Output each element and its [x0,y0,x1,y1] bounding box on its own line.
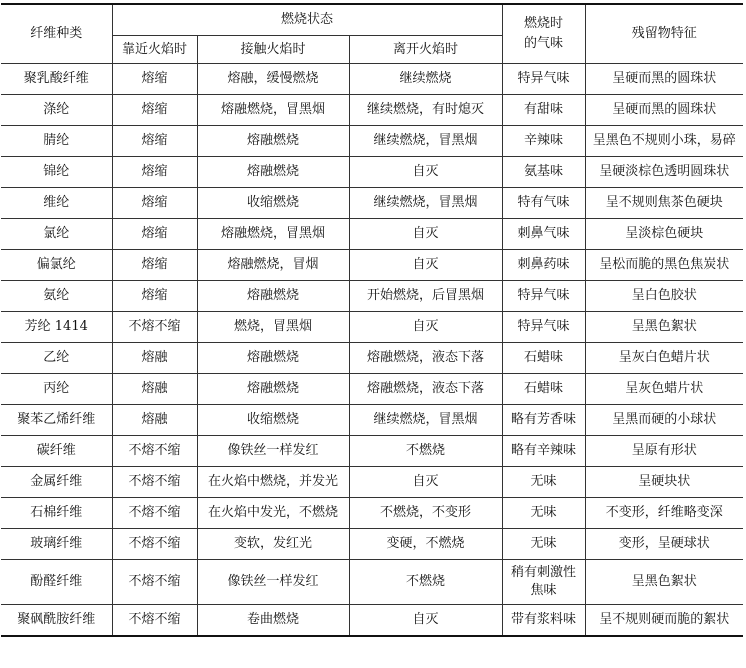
cell-touch-flame: 卷曲燃烧 [197,605,349,637]
cell-leave-flame: 不燃烧 [349,436,502,467]
cell-leave-flame: 继续燃烧，冒黑烟 [349,405,502,436]
cell-odor: 无味 [502,467,585,498]
cell-residue: 呈黑而硬的小球状 [585,405,743,436]
cell-near-flame: 熔缩 [112,188,197,219]
table-row [1,312,743,343]
cell-residue: 不变形，纤维略变深 [585,498,743,529]
table-row [1,405,743,436]
table-row [1,498,743,529]
cell-leave-flame: 继续燃烧，有时熄灭 [349,95,502,126]
cell-leave-flame: 自灭 [349,250,502,281]
cell-fiber-type: 聚苯乙烯纤维 [1,405,112,436]
cell-near-flame: 熔缩 [112,281,197,312]
cell-touch-flame: 熔融燃烧 [197,157,349,188]
cell-residue: 变形，呈硬球状 [585,529,743,560]
cell-touch-flame: 熔融燃烧，冒黑烟 [197,219,349,250]
cell-leave-flame: 继续燃烧，冒黑烟 [349,126,502,157]
header-leave-flame: 离开火焰时 [349,36,502,64]
cell-touch-flame: 像铁丝一样发红 [197,436,349,467]
cell-residue: 呈黑色絮状 [585,312,743,343]
cell-near-flame: 熔缩 [112,95,197,126]
cell-fiber-type: 锦纶 [1,157,112,188]
cell-leave-flame: 自灭 [349,605,502,637]
cell-odor: 石蜡味 [502,343,585,374]
cell-fiber-type: 偏氯纶 [1,250,112,281]
cell-residue: 呈硬而黑的圆珠状 [585,95,743,126]
cell-near-flame: 不熔不缩 [112,560,197,605]
cell-odor: 石蜡味 [502,374,585,405]
cell-fiber-type: 氨纶 [1,281,112,312]
cell-touch-flame: 熔融，缓慢燃烧 [197,64,349,95]
cell-odor: 特有气味 [502,188,585,219]
cell-fiber-type: 碳纤维 [1,436,112,467]
cell-fiber-type: 金属纤维 [1,467,112,498]
table-row [1,250,743,281]
cell-fiber-type: 维纶 [1,188,112,219]
cell-odor-line2: 焦味 [530,583,557,598]
cell-near-flame: 熔缩 [112,157,197,188]
cell-near-flame: 熔缩 [112,250,197,281]
cell-touch-flame: 熔融燃烧，冒黑烟 [197,95,349,126]
cell-odor: 特异气味 [502,312,585,343]
table-row [1,188,743,219]
cell-residue: 呈原有形状 [585,436,743,467]
cell-touch-flame: 熔融燃烧 [197,343,349,374]
header-fiber-type: 纤维种类 [1,4,112,64]
table-row [1,467,743,498]
cell-odor: 刺鼻气味 [502,219,585,250]
cell-fiber-type: 氯纶 [1,219,112,250]
cell-touch-flame: 像铁丝一样发红 [197,560,349,605]
cell-leave-flame: 自灭 [349,219,502,250]
cell-near-flame: 不熔不缩 [112,498,197,529]
cell-leave-flame: 熔融燃烧，液态下落 [349,374,502,405]
header-near-flame: 靠近火焰时 [112,36,197,64]
cell-residue: 呈硬块状 [585,467,743,498]
cell-fiber-type: 丙纶 [1,374,112,405]
cell-leave-flame: 继续燃烧，冒黑烟 [349,188,502,219]
cell-odor: 带有浆料味 [502,605,585,637]
cell-touch-flame: 燃烧，冒黑烟 [197,312,349,343]
cell-near-flame: 不熔不缩 [112,436,197,467]
table-row [1,436,743,467]
cell-fiber-type: 腈纶 [1,126,112,157]
cell-odor: 有甜味 [502,95,585,126]
fiber-burning-table [1,3,743,637]
cell-residue: 呈不规则硬而脆的絮状 [585,605,743,637]
cell-residue: 呈硬淡棕色透明圆珠状 [585,157,743,188]
header-odor [502,4,585,64]
cell-near-flame: 熔融 [112,374,197,405]
table-body [1,64,743,637]
header-residue: 残留物特征 [585,4,743,64]
cell-residue: 呈白色胶状 [585,281,743,312]
cell-near-flame: 熔缩 [112,126,197,157]
cell-leave-flame: 自灭 [349,312,502,343]
cell-leave-flame: 自灭 [349,157,502,188]
cell-near-flame: 不熔不缩 [112,605,197,637]
cell-odor: 刺鼻药味 [502,250,585,281]
cell-leave-flame: 不燃烧 [349,560,502,605]
header-burning-state: 燃烧状态 [112,4,502,36]
header-touch-flame: 接触火焰时 [197,36,349,64]
cell-leave-flame: 不燃烧，不变形 [349,498,502,529]
cell-touch-flame: 熔融燃烧 [197,281,349,312]
cell-touch-flame: 熔融燃烧，冒烟 [197,250,349,281]
table-row [1,64,743,95]
cell-fiber-type: 玻璃纤维 [1,529,112,560]
cell-near-flame: 不熔不缩 [112,312,197,343]
cell-residue: 呈淡棕色硬块 [585,219,743,250]
cell-fiber-type: 芳纶 1414 [1,312,112,343]
cell-residue: 呈硬而黑的圆珠状 [585,64,743,95]
table-row [1,529,743,560]
cell-odor: 特异气味 [502,64,585,95]
cell-residue: 呈黑色絮状 [585,560,743,605]
cell-odor: 无味 [502,529,585,560]
cell-touch-flame: 收缩燃烧 [197,188,349,219]
cell-touch-flame: 收缩燃烧 [197,405,349,436]
cell-leave-flame: 熔融燃烧，液态下落 [349,343,502,374]
table-row [1,95,743,126]
cell-touch-flame: 熔融燃烧 [197,374,349,405]
header-odor-line1: 燃烧时 [524,16,564,31]
table-row [1,157,743,188]
cell-touch-flame: 熔融燃烧 [197,126,349,157]
cell-odor: 略有芳香味 [502,405,585,436]
cell-residue: 呈灰色蜡片状 [585,374,743,405]
cell-touch-flame: 在火焰中发光，不燃烧 [197,498,349,529]
cell-near-flame: 不熔不缩 [112,467,197,498]
cell-near-flame: 熔缩 [112,219,197,250]
table-container [1,3,743,637]
cell-odor: 特异气味 [502,281,585,312]
table-row [1,605,743,637]
cell-odor [502,560,585,605]
cell-leave-flame: 继续燃烧 [349,64,502,95]
cell-touch-flame: 变软，发红光 [197,529,349,560]
table-row [1,126,743,157]
cell-fiber-type: 石棉纤维 [1,498,112,529]
table-row [1,219,743,250]
cell-odor-line1: 稍有刺激性 [511,565,577,580]
cell-odor: 无味 [502,498,585,529]
cell-odor: 辛辣味 [502,126,585,157]
table-header [1,4,743,64]
table-row [1,374,743,405]
cell-leave-flame: 自灭 [349,467,502,498]
cell-near-flame: 不熔不缩 [112,529,197,560]
table-row [1,560,743,605]
cell-fiber-type: 涤纶 [1,95,112,126]
table-row [1,281,743,312]
cell-fiber-type: 聚乳酸纤维 [1,64,112,95]
cell-residue: 呈松而脆的黑色焦炭状 [585,250,743,281]
cell-leave-flame: 变硬，不燃烧 [349,529,502,560]
cell-odor: 氨基味 [502,157,585,188]
cell-residue: 呈灰白色蜡片状 [585,343,743,374]
cell-fiber-type: 聚砜酰胺纤维 [1,605,112,637]
cell-near-flame: 熔缩 [112,64,197,95]
cell-touch-flame: 在火焰中燃烧，并发光 [197,467,349,498]
cell-residue: 呈黑色不规则小珠，易碎 [585,126,743,157]
cell-residue: 呈不规则焦茶色硬块 [585,188,743,219]
cell-leave-flame: 开始燃烧，后冒黑烟 [349,281,502,312]
cell-fiber-type: 酚醛纤维 [1,560,112,605]
cell-near-flame: 熔融 [112,343,197,374]
cell-fiber-type: 乙纶 [1,343,112,374]
table-row [1,343,743,374]
header-odor-line2: 的气味 [524,36,564,51]
cell-odor: 略有辛辣味 [502,436,585,467]
cell-near-flame: 熔融 [112,405,197,436]
